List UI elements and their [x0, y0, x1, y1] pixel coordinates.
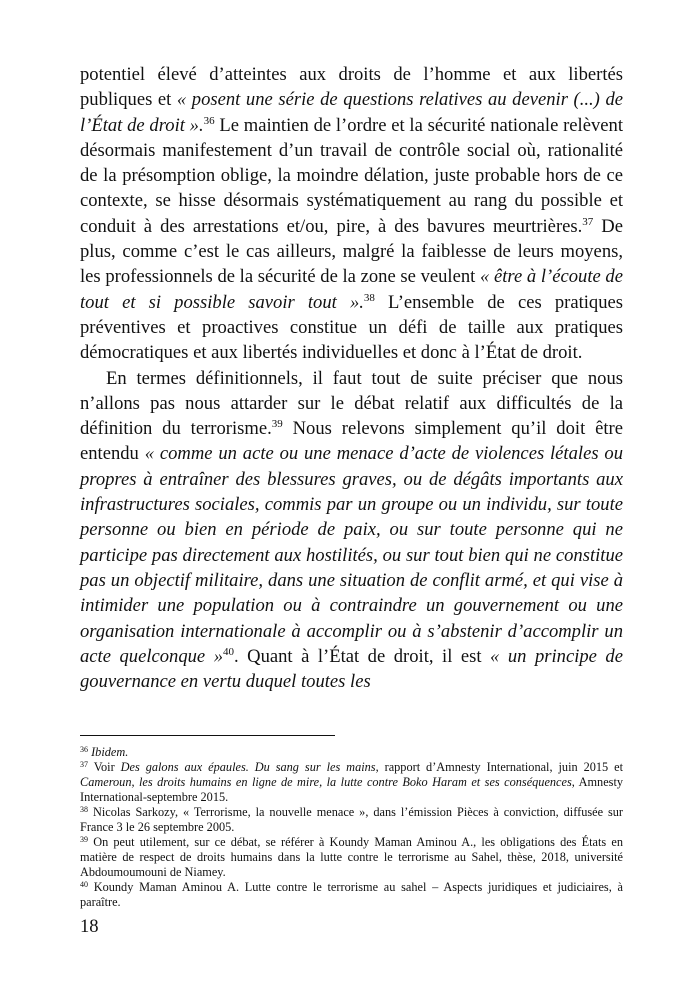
italic-text: « comme un acte ou une menace d’acte de violences létales ou propres à entraîner des blessures graves, ou de dégâts importants aux infrastructures sociales, commis par un groupe ou un individu, sur toute personne ou bien en période de paix, ou sur toute personne qui ne participe pas directement aux hostilités, ou sur tout bien qui ne constitue pas un objectif militaire, dans une situation de conflit armé, et qui vise à intimider une population ou à contraindre un gouvernement ou une organisation internationale à accomplir ou à s’abstenir d’accomplir un acte quelconque » [80, 443, 623, 667]
footnote-reference: 38 [363, 291, 375, 304]
footnote [80, 805, 623, 835]
footnotes [80, 745, 623, 910]
italic-text: Des galons aux épaules. Du sang sur les mains [120, 760, 376, 774]
text-run: Nous relevons simplement qu’il doit être entendu [80, 418, 623, 465]
footnote [80, 745, 623, 760]
text-run: De plus, comme c’est le cas ailleurs, malgré la faiblesse de leurs moyens, les professionnels de la sécurité de la zone se veulent [80, 215, 623, 288]
text-run: . Quant à l’État de droit, il est [234, 645, 491, 667]
italic-text: Cameroun, les droits humains en ligne de mire, la lutte contre Boko Haram et ses conséquences [80, 775, 572, 789]
text-run: , rapport d’Amnesty International, juin 2015 et [375, 760, 623, 774]
footnote-reference: 37 [582, 215, 594, 228]
paragraph [80, 366, 623, 695]
italic-text: « un principe de gouvernance en vertu duquel toutes les [80, 645, 623, 693]
text-run: potentiel élevé d’atteintes aux droits de l’homme et aux libertés publiques et [80, 64, 623, 111]
text-run: Koundy Maman Aminou A. Lutte contre le terrorisme au sahel – Aspects juridiques et judiciaires, à paraître. [80, 880, 623, 909]
italic-text: Ibidem. [91, 745, 129, 759]
footnote-number: 38 [80, 805, 88, 814]
text-run: Nicolas Sarkozy, « Terrorisme, la nouvelle menace », dans l’émission Pièces à conviction, diffusée sur France 3 le 26 septembre 2005. [80, 805, 624, 834]
footnote [80, 760, 623, 805]
footnote-number: 40 [80, 880, 88, 889]
text-run: Voir [93, 760, 121, 774]
footnote-number: 39 [80, 835, 88, 844]
text-run: Le maintien de l’ordre et la sécurité nationale relèvent désormais manifestement d’un travail de contrôle social où, rationalité de la présomption oblige, la moindre délation, juste probable hors de ce contexte, se hisse désormais systématiquement au rang du possible et conduit à des arrestations et/ou, pire, à des bavures meurtrières. [80, 114, 623, 237]
page-number: 18 [80, 916, 99, 937]
text-run: En termes définitionnels, il faut tout de suite préciser que nous n’allons pas nous attarder sur le débat relatif aux difficultés de la définition du terrorisme. [80, 367, 623, 440]
italic-text: « posent une série de questions relatives au devenir (...) de l’État de droit ». [80, 89, 623, 136]
text-run: , Amnesty International-septembre 2015. [80, 775, 624, 804]
footnote [80, 880, 623, 910]
footnote [80, 835, 623, 880]
footnote-number: 37 [80, 760, 88, 769]
text-run: L’ensemble de ces pratiques préventives et proactives constitue un défi de taille aux pratiques démocratiques et aux libertés individuelles et donc à l’État de droit. [80, 291, 623, 364]
footnote-separator [80, 735, 335, 736]
text-run: On peut utilement, sur ce débat, se référer à Koundy Maman Aminou A., les obligations des États en matière de respect de droits humains dans la lutte contre le terrorisme au Sahel, thèse, 2018, université Abdoumoumouni de Niamey. [80, 835, 623, 879]
paragraph [80, 62, 623, 366]
italic-text: « être à l’écoute de tout et si possible savoir tout ». [80, 266, 623, 313]
footnote-number: 36 [80, 745, 88, 754]
footnote-reference: 36 [203, 114, 215, 127]
body-text [80, 62, 623, 694]
footnote-reference: 40 [223, 645, 234, 658]
footnote-reference: 39 [271, 418, 283, 431]
